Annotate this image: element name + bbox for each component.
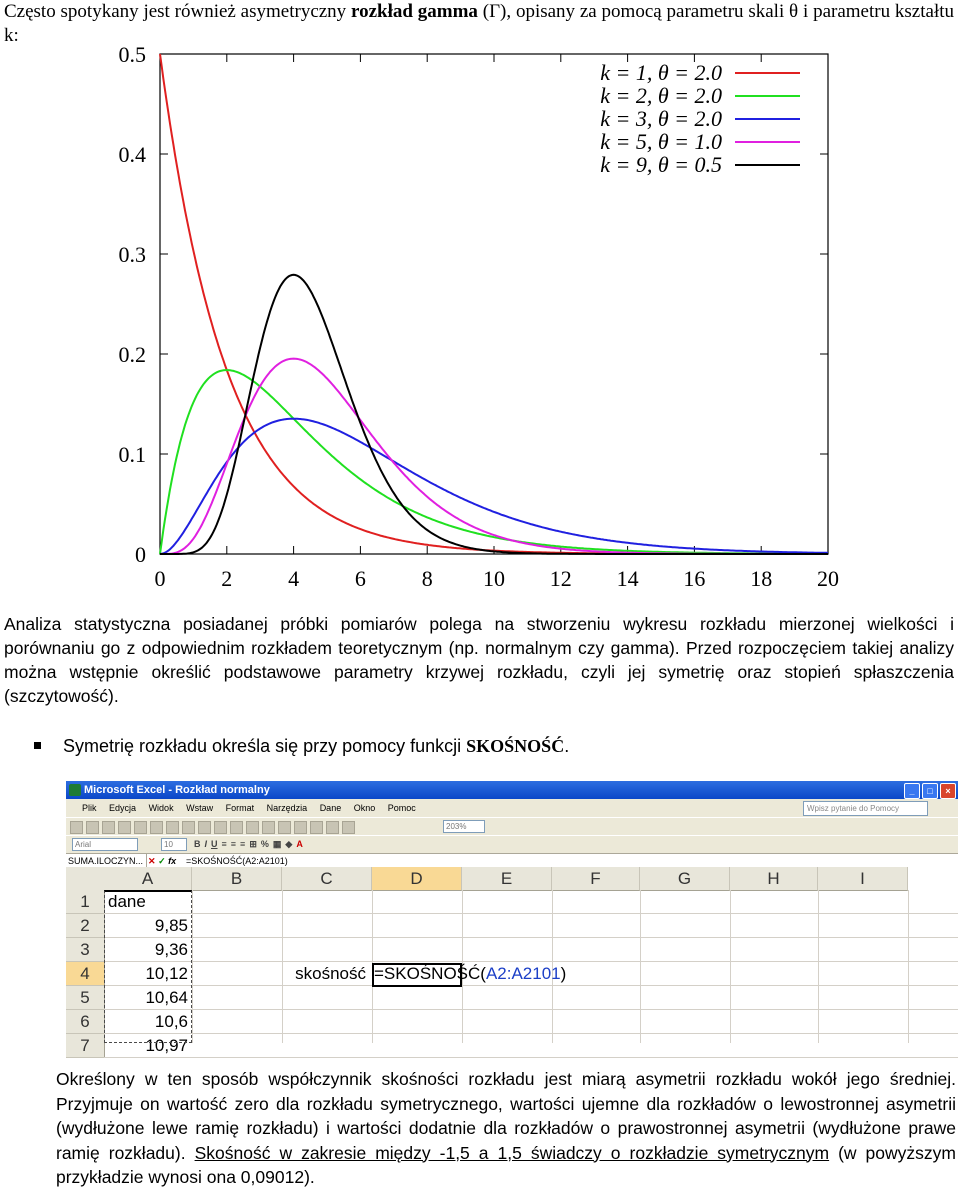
y-tick-label: 0.1 [118, 442, 146, 467]
menu-item-plik[interactable]: Plik [82, 803, 97, 813]
bold-icon[interactable]: B [194, 839, 201, 849]
x-tick-label: 14 [616, 566, 639, 591]
cell-a2[interactable]: 9,85 [154, 916, 188, 935]
name-box[interactable]: SUMA.ILOCZYN... [66, 854, 147, 869]
menu-item-edycja[interactable]: Edycja [109, 803, 137, 813]
gamma-distribution-chart [110, 40, 850, 600]
series-line [160, 54, 828, 554]
copy-icon[interactable] [182, 821, 195, 834]
column-gridline [818, 890, 819, 1043]
menu-item-widok[interactable]: Widok [148, 803, 174, 813]
x-tick-label: 18 [750, 566, 773, 591]
fill-color-icon[interactable]: ◆ [285, 839, 293, 849]
chart-wizard-icon[interactable] [326, 821, 339, 834]
excel-window [66, 781, 958, 1055]
cell-c4[interactable]: skośność [295, 964, 366, 983]
y-tick-label: 0.2 [118, 342, 146, 367]
cell-a4[interactable]: 10,12 [145, 964, 188, 983]
intro-text-start: Często spotykany jest również asymetryczny [4, 1, 351, 22]
autosum-icon[interactable] [278, 821, 291, 834]
column-header-d[interactable]: D [372, 867, 462, 891]
window-controls [904, 783, 956, 799]
column-header-f[interactable]: F [552, 867, 640, 891]
column-header-h[interactable]: H [730, 867, 818, 891]
row-header-2[interactable]: 2 [66, 914, 105, 938]
redo-icon[interactable] [246, 821, 259, 834]
x-tick-label: 16 [683, 566, 706, 591]
x-tick-label: 12 [549, 566, 572, 591]
row-header-5[interactable]: 5 [66, 986, 105, 1010]
formula-close-paren: ) [560, 964, 567, 983]
toolbar-icons [70, 821, 355, 834]
preview-icon[interactable] [134, 821, 147, 834]
spreadsheet-grid [66, 867, 958, 1055]
x-tick-label: 20 [817, 566, 839, 591]
x-tick-label: 2 [221, 566, 233, 591]
bullet-period: . [564, 736, 570, 756]
y-tick-label: 0.4 [118, 142, 146, 167]
paste-icon[interactable] [198, 821, 211, 834]
font-size-select[interactable]: 10 [161, 838, 187, 851]
y-tick-label: 0.3 [118, 242, 146, 267]
formula-range-part: A2:A2101 [485, 964, 561, 983]
conclusion-paragraph [56, 1067, 956, 1190]
align-center-icon[interactable]: ≡ [230, 839, 237, 849]
column-header-i[interactable]: I [818, 867, 908, 891]
percent-icon[interactable]: % [260, 839, 269, 849]
plot-frame [160, 54, 828, 554]
save-icon[interactable] [102, 821, 115, 834]
cell-a6[interactable]: 10,6 [154, 1012, 188, 1031]
row-gridline [104, 913, 958, 914]
sort-asc-icon[interactable] [294, 821, 307, 834]
row-gridline [104, 937, 958, 938]
font-select[interactable]: Arial [72, 838, 138, 851]
column-gridline [192, 890, 193, 1043]
format-painter-icon[interactable] [214, 821, 227, 834]
intro-text-end: (Γ), opisany za pomocą parametru skali θ i parametru kształtu k: [4, 1, 954, 46]
series-line [160, 359, 828, 554]
row-header-7[interactable]: 7 [66, 1034, 105, 1058]
borders-icon[interactable]: ▦ [272, 839, 282, 849]
row-gridline [104, 1033, 958, 1034]
cell-a5[interactable]: 10,64 [145, 988, 188, 1007]
x-tick-label: 4 [288, 566, 300, 591]
row-header-3[interactable]: 3 [66, 938, 105, 962]
bullet-square-icon [34, 742, 41, 749]
column-gridline [908, 890, 909, 1043]
align-right-icon[interactable]: ≡ [240, 839, 246, 849]
hyperlink-icon[interactable] [262, 821, 275, 834]
selected-range-a [104, 890, 192, 1043]
menu-item-narzedzia[interactable]: Narzędzia [266, 803, 308, 813]
legend-label: k = 2, θ = 2.0 [600, 83, 722, 108]
legend-label: k = 3, θ = 2.0 [600, 106, 722, 131]
new-icon[interactable] [70, 821, 83, 834]
x-tick-label: 0 [154, 566, 166, 591]
row-gridline [104, 985, 958, 986]
excel-window-title: Microsoft Excel - Rozkład normalny [84, 784, 270, 796]
zoom-select[interactable]: 203% [443, 820, 485, 833]
formatting-toolbar [66, 835, 958, 853]
menu-item-okno[interactable]: Okno [353, 803, 376, 813]
column-gridline [730, 890, 731, 1043]
excel-menu-bar [66, 799, 958, 817]
menu-item-pomoc[interactable]: Pomoc [387, 803, 416, 813]
active-cell-outline [372, 963, 462, 987]
open-icon[interactable] [86, 821, 99, 834]
cut-icon[interactable] [166, 821, 179, 834]
row-header-1[interactable]: 1 [66, 890, 105, 914]
insert-function-icon[interactable]: fx [168, 856, 177, 866]
row-gridline [104, 1057, 958, 1058]
menu-item-dane[interactable]: Dane [319, 803, 342, 813]
column-header-b[interactable]: B [192, 867, 282, 891]
spelling-icon[interactable] [150, 821, 163, 834]
underline-icon[interactable]: U [211, 839, 218, 849]
skewness-bullet [34, 734, 569, 758]
enter-icon[interactable]: ✓ [158, 856, 166, 866]
merge-icon[interactable]: ⊞ [249, 839, 257, 849]
legend-label: k = 5, θ = 1.0 [600, 129, 722, 154]
x-tick-label: 10 [483, 566, 505, 591]
drawing-icon[interactable] [342, 821, 355, 834]
standard-toolbar [66, 817, 958, 835]
menu-item-format[interactable]: Format [225, 803, 255, 813]
series-line [160, 419, 828, 554]
cell-a7[interactable]: 10,97 [145, 1036, 188, 1055]
row-gridline [104, 1009, 958, 1010]
excel-logo-icon [69, 784, 81, 796]
italic-icon[interactable]: I [204, 839, 208, 849]
conclusion-underlined: Skośność w zakresie między -1,5 a 1,5 świadczy o rozkładzie symetrycznym [194, 1142, 830, 1163]
bullet-text: Symetrię rozkładu określa się przy pomocy funkcji [63, 736, 467, 756]
excel-title-bar [66, 781, 958, 799]
legend-label: k = 1, θ = 2.0 [600, 60, 722, 85]
formula-input[interactable]: =SKOŚNOŚĆ(A2:A2101) [186, 856, 288, 866]
undo-icon[interactable] [230, 821, 243, 834]
cell-a1[interactable]: dane [108, 892, 146, 911]
sort-desc-icon[interactable] [310, 821, 323, 834]
x-tick-label: 6 [354, 566, 366, 591]
y-tick-label: 0 [135, 542, 146, 567]
maximize-icon[interactable]: □ [922, 783, 938, 799]
formula-function-part: =SKOŚNOŚĆ( [374, 964, 486, 983]
format-icons [194, 839, 303, 850]
series-line [160, 370, 828, 554]
y-tick-label: 0.5 [118, 42, 146, 67]
font-color-icon[interactable]: A [296, 839, 303, 849]
menu-item-wstaw[interactable]: Wstaw [186, 803, 214, 813]
x-tick-label: 8 [421, 566, 433, 591]
close-icon[interactable]: × [940, 783, 956, 799]
column-header-a[interactable]: A [104, 867, 192, 891]
cancel-icon[interactable]: ✕ [148, 856, 156, 866]
minimize-icon[interactable]: _ [904, 783, 920, 799]
column-header-e[interactable]: E [462, 867, 552, 891]
conclusion-text-end: (w powyższym przykładzie wynosi ona 0,09012). [56, 1142, 956, 1187]
print-icon[interactable] [118, 821, 131, 834]
column-gridline [640, 890, 641, 1043]
analysis-paragraph: Analiza statystyczna posiadanej próbki pomiarów polega na stworzeniu wykresu rozkładu mierzonej wielkości i porównaniu go z odpowiednim rozkładem teoretycznym (np. normalnym czy gamma). Przed rozpoczęciem takiej analizy można wstępnie określić podstawowe parametry krzywej rozkładu, czyli jej symetrię oraz stopień spłaszczenia (szczytowość). [4, 614, 954, 706]
column-header-g[interactable]: G [640, 867, 730, 891]
bullet-function-name: SKOŚNOŚĆ [466, 736, 565, 756]
row-header-4[interactable]: 4 [66, 962, 105, 986]
conclusion-text: Określony w ten sposób współczynnik skośności rozkładu jest miarą asymetrii rozkładu wokół jego średniej. Przyjmuje on wartość zero dla rozkładu symetrycznego, wartości ujemne dla rozkładów o lewostronnej asymetrii (wydłużone lewe ramię rozkładu) i wartości dodatnie dla rozkładów o prawostronnej asymetrii (wydłużone prawe ramię rozkładu). [56, 1069, 956, 1163]
legend-label: k = 9, θ = 0.5 [600, 152, 722, 177]
align-left-icon[interactable]: ≡ [221, 839, 227, 849]
column-header-c[interactable]: C [282, 867, 372, 891]
help-search-input[interactable]: Wpisz pytanie do Pomocy [803, 801, 928, 816]
select-all-corner[interactable] [66, 867, 105, 891]
cell-a3[interactable]: 9,36 [154, 940, 188, 959]
row-header-6[interactable]: 6 [66, 1010, 105, 1034]
intro-bold-term: rozkład gamma [351, 1, 478, 22]
